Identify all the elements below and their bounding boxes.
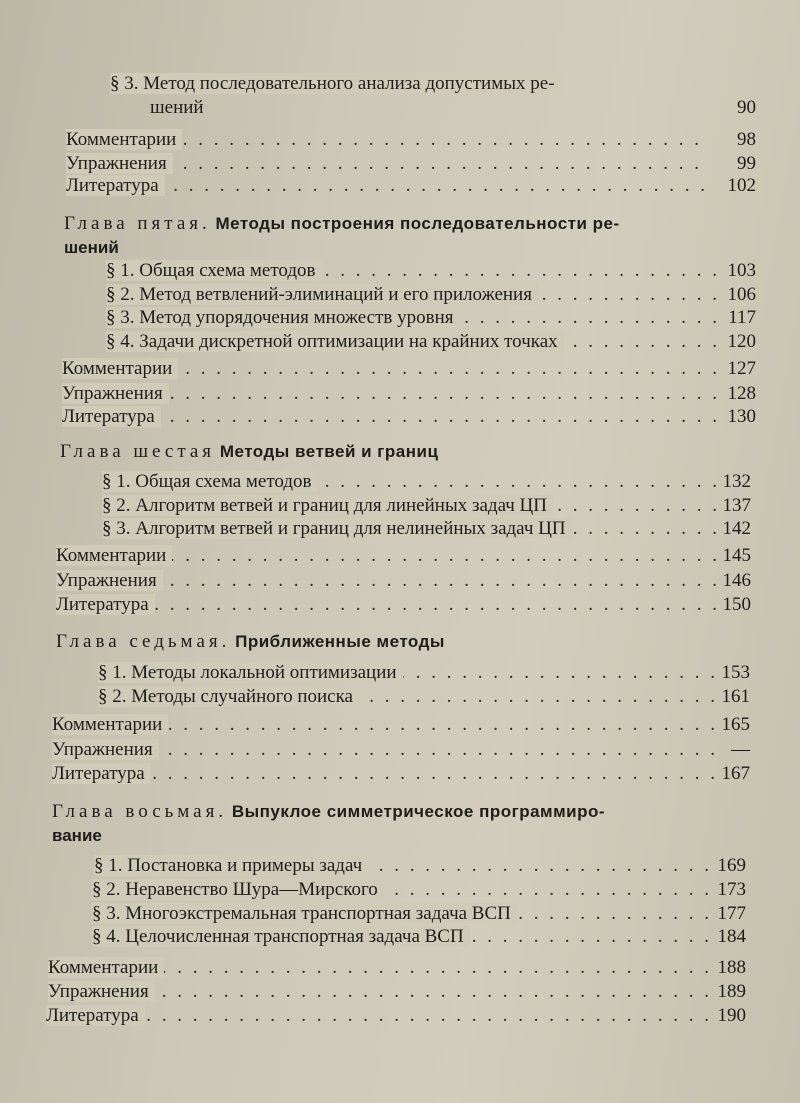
chapter-title: Выпуклое симметрическое программиро- [231,802,606,821]
chapter-number: Глава восьмая. [52,801,228,822]
back-matter-entry [56,593,720,617]
section-entry [98,661,718,685]
section-title: § 1. Методы локальной оптимизации [98,662,403,683]
back-matter-entry [66,152,702,176]
back-matter-entry [48,956,712,980]
page-number: 130 [727,406,756,427]
back-matter-entry [52,738,718,762]
back-matter-title: Комментарии [48,957,164,978]
section-entry [94,854,712,878]
page-number: 90 [737,97,756,118]
section-entry [102,517,720,541]
section-title: § 1. Общая схема методов [106,260,322,281]
section-title: § 4. Задачи дискретной оптимизации на крайних точках [106,331,564,352]
page-number: 146 [722,570,751,591]
back-matter-title: Литература [56,594,155,615]
chapter-heading [56,630,445,654]
page-number: 184 [717,926,746,947]
section-entry [102,494,720,518]
section-entry [102,470,720,494]
back-matter-title: Комментарии [66,129,182,150]
page-number: 103 [727,260,756,281]
page-number: 98 [737,129,756,150]
page-number: 145 [722,545,751,566]
section-title: § 3. Многоэкстремальная транспортная задача ВСП [92,903,517,924]
page-number: 173 [717,879,746,900]
back-matter-title: Упражнения [66,153,173,174]
back-matter-entry [62,405,720,429]
back-matter-title: Литература [66,175,165,196]
section-entry [106,306,720,330]
chapter-heading [52,800,605,824]
section-title: § 2. Методы случайного поиска [98,686,359,707]
page-number: 167 [721,763,750,784]
chapter-heading [64,212,620,236]
section-entry [110,72,710,96]
back-matter-title: Упражнения [62,383,169,404]
page-number: 150 [722,594,751,615]
back-matter-entry [56,569,720,593]
chapter-title-continuation: вание [52,826,102,845]
section-title: § 2. Неравенство Шура—Мирского [92,879,384,900]
chapter-title: Приближенные методы [235,632,445,651]
chapter-number: Глава шестая [60,441,216,462]
back-matter-title: Литература [52,763,151,784]
page-number: 177 [717,903,746,924]
back-matter-title: Комментарии [52,714,168,735]
section-entry [98,685,718,709]
page-number: 137 [722,495,751,516]
back-matter-title: Комментарии [56,545,172,566]
page-number: 189 [717,981,746,1002]
page-number: 142 [722,518,751,539]
section-entry [92,925,712,949]
back-matter-entry [62,357,720,381]
page-number: — [731,739,750,760]
back-matter-entry [66,174,708,198]
page-number: 188 [717,957,746,978]
back-matter-entry [66,128,702,152]
chapter-heading [60,440,438,464]
section-entry [106,259,720,283]
section-title: § 3. Метод упорядочения множеств уровня [106,307,459,328]
page-number: 153 [721,662,750,683]
back-matter-title: Упражнения [52,739,159,760]
section-entry [92,902,712,926]
back-matter-entry [48,980,712,1004]
back-matter-entry [56,544,720,568]
back-matter-entry [62,382,720,406]
section-title: § 3. Алгоритм ветвей и границ для нелинейных задач ЦП [102,518,572,539]
section-title: § 3. Метод последовательного анализа допустимых ре- [110,73,561,94]
back-matter-title: Литература [46,1005,145,1026]
chapter-title: Методы ветвей и границ [219,442,439,461]
back-matter-entry [46,1004,712,1028]
page-number: 106 [727,284,756,305]
section-entry [106,283,720,307]
page-number: 102 [727,175,756,196]
page-number: 165 [721,714,750,735]
section-title: § 2. Метод ветвлений-элиминаций и его приложения [106,284,538,305]
page-number: 99 [737,153,756,174]
section-entry [92,878,712,902]
section-title: § 1. Постановка и примеры задач [94,855,368,876]
page-number: 132 [722,471,751,492]
section-title: § 1. Общая схема методов [102,471,318,492]
page-number: 161 [721,686,750,707]
section-entry [106,330,720,354]
back-matter-title: Упражнения [48,981,155,1002]
section-title: § 2. Алгоритм ветвей и границ для линейных задач ЦП [102,495,553,516]
back-matter-entry [52,713,718,737]
section-title-continuation: шений [150,97,204,118]
back-matter-title: Комментарии [62,358,178,379]
page-number: 117 [728,307,756,328]
chapter-title-continuation: шений [64,238,119,257]
page-number: 128 [727,383,756,404]
back-matter-title: Упражнения [56,570,163,591]
page-number: 169 [717,855,746,876]
page-number: 120 [727,331,756,352]
back-matter-title: Литература [62,406,161,427]
chapter-number: Глава пятая. [64,213,211,234]
page-number: 127 [727,358,756,379]
section-title: § 4. Целочисленная транспортная задача ВСП [92,926,470,947]
page-number: 190 [717,1005,746,1026]
back-matter-entry [52,762,718,786]
chapter-number: Глава седьмая. [56,631,231,652]
chapter-title: Методы построения последовательности ре- [215,214,620,233]
